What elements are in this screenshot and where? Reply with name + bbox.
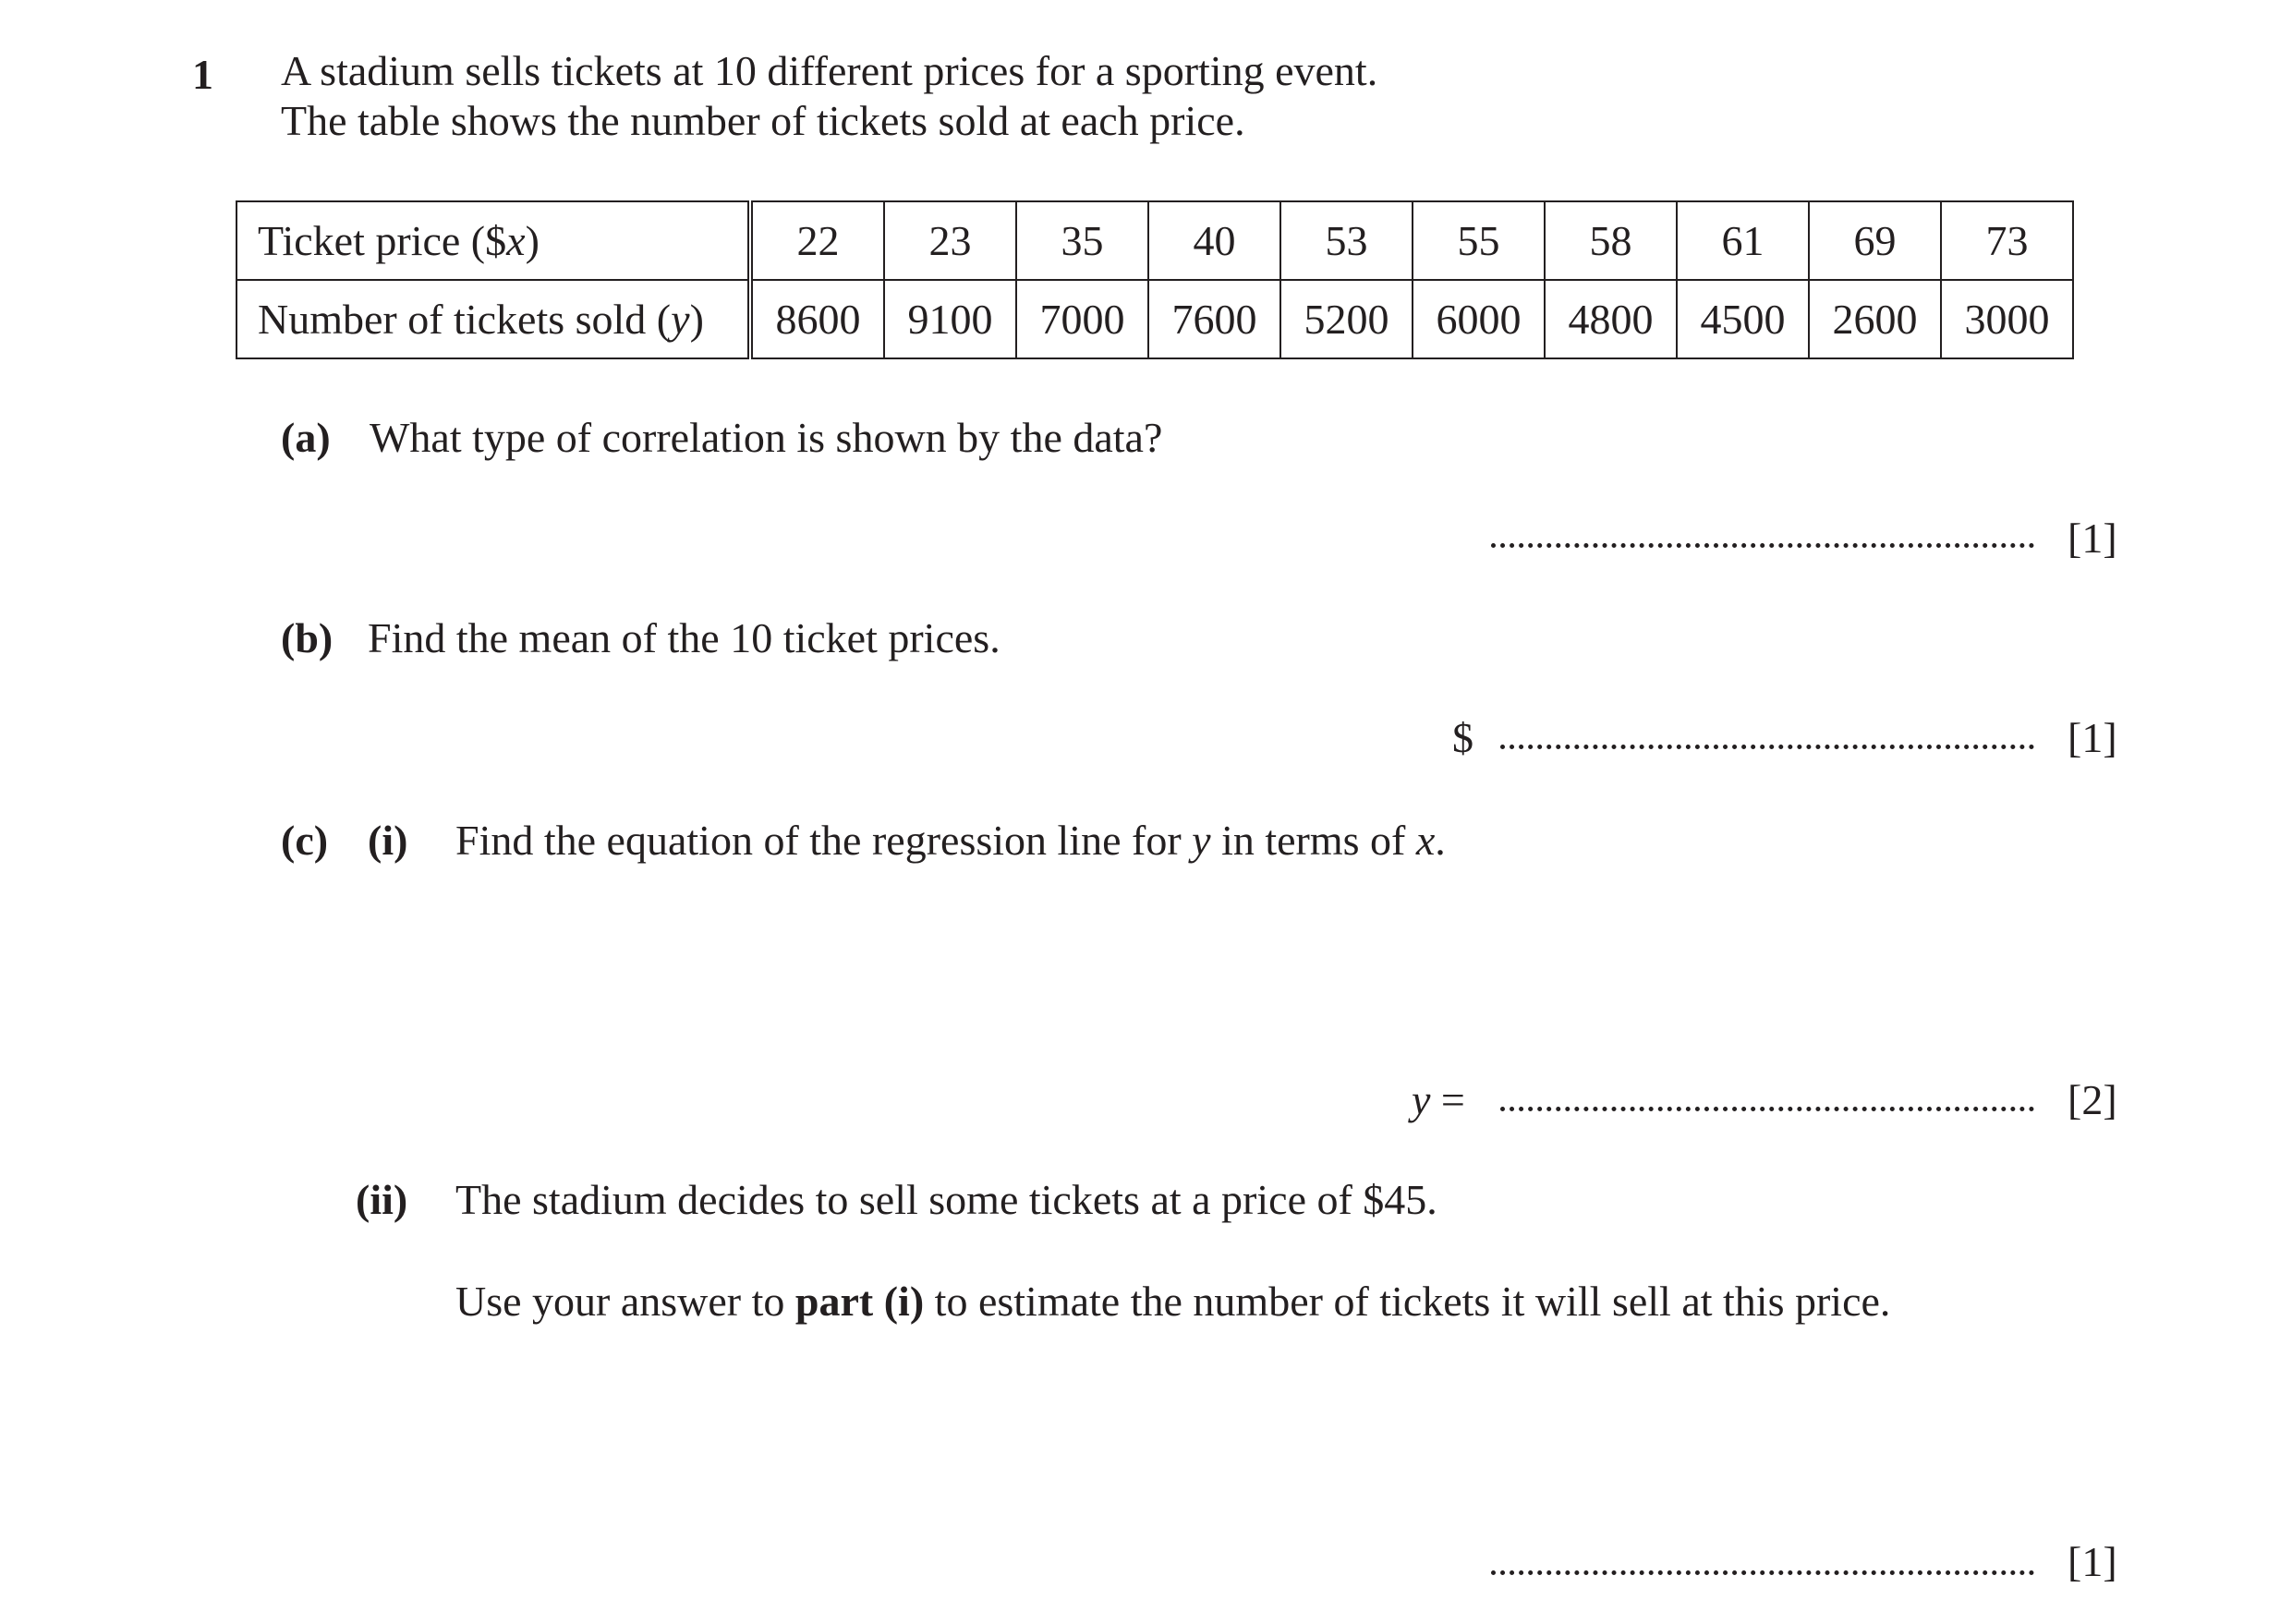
tickets-sold-row	[236, 280, 2073, 358]
part-c-ii-instruction	[455, 1280, 1890, 1323]
part-a-marks: [1]	[2068, 515, 2117, 562]
question-number: 1	[192, 51, 213, 98]
intro-line-2: The table shows the number of tickets sold at each price.	[281, 97, 1245, 144]
ticket-price-header-close: )	[525, 216, 540, 264]
part-c-i-text-1: Find the equation of the regression line for	[455, 817, 1193, 864]
table-cell: 22	[750, 201, 884, 280]
ticket-price-row	[236, 201, 2073, 280]
table-cell: 9100	[884, 280, 1016, 358]
table-cell: 5200	[1280, 280, 1413, 358]
part-c-i-var-x: x	[1415, 817, 1436, 864]
part-c-ii-marks: [1]	[2068, 1538, 2117, 1585]
table-cell: 4800	[1545, 280, 1677, 358]
table-cell: 53	[1280, 201, 1413, 280]
y-equals-prefix	[1412, 1076, 1465, 1123]
y-equals-var: y	[1412, 1076, 1431, 1123]
part-c-ii-question: The stadium decides to sell some tickets at a price of $45.	[455, 1176, 1437, 1223]
table-cell: 4500	[1677, 280, 1809, 358]
table-cell: 7600	[1148, 280, 1280, 358]
part-c-label: (c)	[281, 817, 329, 864]
part-a-question: What type of correlation is shown by the data?	[370, 414, 1163, 461]
part-c-ii-instruction-1: Use your answer to	[455, 1278, 795, 1325]
table-cell: 58	[1545, 201, 1677, 280]
tickets-sold-header-var: y	[671, 295, 690, 343]
dollar-prefix: $	[1452, 714, 1473, 761]
tickets-sold-header-text: Number of tickets sold (	[258, 295, 672, 343]
part-c-i-marks: [2]	[2068, 1076, 2117, 1123]
part-c-i-var-y: y	[1192, 817, 1211, 864]
part-c-i-label: (i)	[368, 817, 408, 864]
table-cell: 55	[1413, 201, 1545, 280]
part-b-question: Find the mean of the 10 ticket prices.	[368, 614, 1000, 661]
table-cell: 40	[1148, 201, 1280, 280]
tickets-sold-header	[236, 280, 750, 358]
table-cell: 73	[1941, 201, 2073, 280]
part-b-marks: [1]	[2068, 714, 2117, 761]
part-c-i-question	[455, 819, 1446, 862]
ticket-price-header	[236, 201, 750, 280]
table-cell: 3000	[1941, 280, 2073, 358]
part-c-ii-instruction-2: to estimate the number of tickets it will sell at this price.	[924, 1278, 1891, 1325]
table-cell: 8600	[750, 280, 884, 358]
part-b-answer-line[interactable]	[1500, 745, 2034, 749]
table-cell: 61	[1677, 201, 1809, 280]
ticket-data-table	[236, 200, 2074, 359]
part-b-label: (b)	[281, 614, 333, 661]
part-c-i-answer-line[interactable]	[1500, 1107, 2034, 1111]
ticket-price-header-text: Ticket price ($	[258, 216, 507, 264]
table-cell: 2600	[1809, 280, 1941, 358]
part-c-i-text-2: in terms of	[1210, 817, 1416, 864]
table-cell: 23	[884, 201, 1016, 280]
part-a-label: (a)	[281, 414, 331, 461]
part-c-ii-instruction-bold: part (i)	[794, 1278, 925, 1325]
table-cell: 6000	[1413, 280, 1545, 358]
y-equals-sign: =	[1430, 1076, 1465, 1123]
intro-line-1: A stadium sells tickets at 10 different prices for a sporting event.	[281, 47, 1378, 94]
tickets-sold-header-close: )	[689, 295, 704, 343]
part-c-ii-answer-line[interactable]	[1491, 1570, 2034, 1575]
part-c-i-text-3: .	[1435, 817, 1446, 864]
table-cell: 69	[1809, 201, 1941, 280]
part-a-answer-line[interactable]	[1491, 543, 2034, 548]
ticket-price-header-var: x	[506, 216, 526, 264]
part-c-ii-label: (ii)	[356, 1176, 408, 1223]
table-cell: 35	[1016, 201, 1148, 280]
table-cell: 7000	[1016, 280, 1148, 358]
